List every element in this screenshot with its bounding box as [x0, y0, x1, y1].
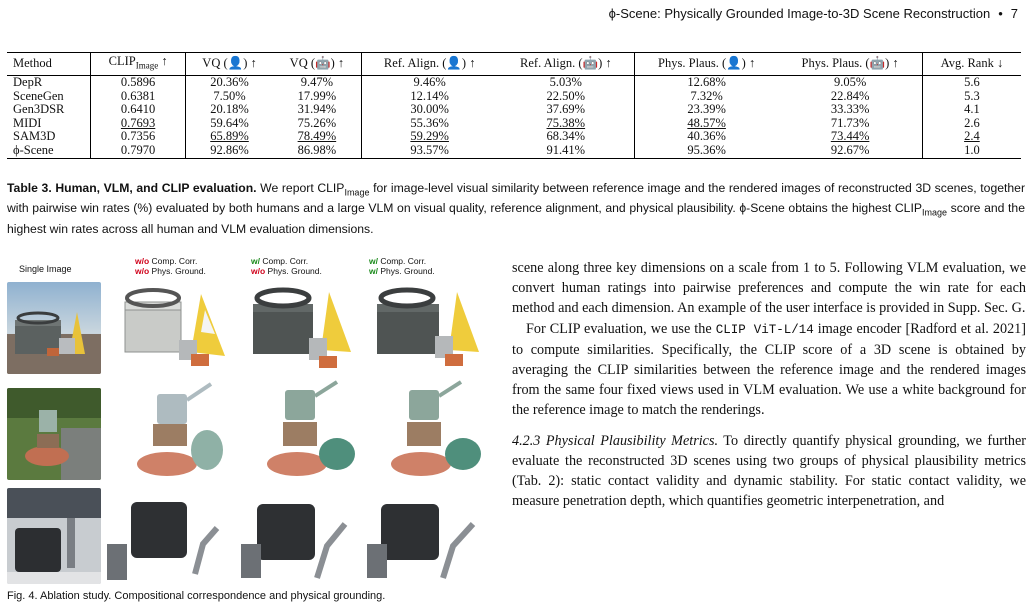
table-header-row: [7, 53, 1021, 76]
paragraph-3: 4.2.3 Physical Plausibility Metrics. To directly quantify physical grounding, we further evaluate the reconstructed 3D scenes using two groups of physical plausibility metrics (Tab. 2): static contact validity and dynamic stability. For static contact validity, we measure penetration depth, which quantifies geometric interpenetration, and: [512, 432, 1026, 510]
reference-photo-watering-can: [7, 388, 101, 480]
render-watering-can-3: [365, 380, 491, 484]
col-ablation-3: w/ Comp. Corr. w/ Phys. Ground.: [369, 256, 435, 276]
col-phys-human: Phys. Plaus. (👤) ↑: [634, 53, 778, 76]
render-watering-can-2: [237, 380, 363, 484]
col-vq-vlm: VQ (🤖) ↑: [273, 53, 361, 76]
table-row: SAM3D 0.7356 65.89% 78.49% 59.29% 68.34% 40.36% 73.44% 2.4: [7, 130, 1021, 144]
col-vq-human: VQ (👤) ↑: [185, 53, 273, 76]
render-watering-can-1: [107, 380, 233, 484]
col-phys-vlm: Phys. Plaus. (🤖) ↑: [778, 53, 922, 76]
render-toolbox-1: [107, 276, 233, 380]
render-robot-1: [107, 484, 233, 588]
section-heading: 4.2.3 Physical Plausibility Metrics.: [512, 432, 719, 449]
col-single-image: Single Image: [19, 264, 72, 274]
render-toolbox-3: [365, 276, 491, 380]
render-toolbox-2: [237, 276, 363, 380]
reference-photo-toolbox: [7, 282, 101, 374]
col-method: Method: [7, 53, 91, 76]
figure-caption: Fig. 4. Ablation study. Compositional correspondence and physical grounding.: [7, 590, 386, 602]
col-ablation-2: w/ Comp. Corr. w/o Phys. Ground.: [251, 256, 322, 276]
header-title: ϕ-Scene: Physically Grounded Image-to-3D Scene Reconstruction: [608, 6, 991, 21]
body-text: [512, 258, 1026, 511]
results-table: [7, 52, 1021, 159]
col-ref-vlm: Ref. Align. (🤖) ↑: [498, 53, 635, 76]
ablation-figure: [7, 256, 501, 590]
table-row: MIDI 0.7693 59.64% 75.26% 55.36% 75.38% 48.57% 71.73% 2.6: [7, 117, 1021, 131]
running-header: ϕ-Scene: Physically Grounded Image-to-3D Scene Reconstruction • 7: [608, 6, 1018, 21]
col-ablation-1: w/o Comp. Corr. w/o Phys. Ground.: [135, 256, 206, 276]
table-caption: Table 3. Human, VLM, and CLIP evaluation. We report $CLIP_{Image}$ for image-level visual similarity between reference image and the rendered images of reconstructed 3D scenes, together with pairwise win rates (%) evaluated by both humans and a large VLM on visual quality, reference alignment, and physical plausibility. ϕ-Scene obtains the highest $CLIP_{Image}$ score and the highest win rates across all human and VLM evaluation dimensions.: [7, 181, 1026, 236]
render-robot-3: [365, 484, 491, 588]
paragraph-2: For CLIP evaluation, we use the CLIP ViT-L/14 image encoder [Radford et al. 2021] to compute similarities. Specifically, the CLIP score of a 3D scene is obtained by averaging the CLIP similarities between the reference image and the rendered images from the same four fixed views used in VLM evaluation. We use a white background for the reference image to match the renderings.: [512, 320, 1026, 419]
table-row: Gen3DSR 0.6410 20.18% 31.94% 30.00% 37.69% 23.39% 33.33% 4.1: [7, 103, 1021, 117]
paragraph-1: scene along three key dimensions on a scale from 1 to 5. Following VLM evaluation, we convert human ratings into pairwise preferences and compute the win rate for each method and each dimension. An example of the user interface is provided in Supp. Sec. G.: [512, 260, 1026, 317]
table-row: ϕ-Scene 0.7970 92.86% 86.98% 93.57% 91.41% 95.36% 92.67% 1.0: [7, 144, 1021, 158]
reference-photo-robot: [7, 488, 101, 584]
table-row: SceneGen 0.6381 7.50% 17.99% 12.14% 22.50% 7.32% 22.84% 5.3: [7, 90, 1021, 104]
table-row: DepR 0.5896 20.36% 9.47% 9.46% 5.03% 12.68% 9.05% 5.6: [7, 76, 1021, 90]
render-robot-2: [237, 484, 363, 588]
page-number: 7: [1010, 6, 1018, 21]
col-ref-human: Ref. Align. (👤) ↑: [361, 53, 498, 76]
col-clip: $CLIP_{Image}$ ↑: [91, 53, 185, 76]
col-avg-rank: Avg. Rank ↓: [922, 53, 1021, 76]
